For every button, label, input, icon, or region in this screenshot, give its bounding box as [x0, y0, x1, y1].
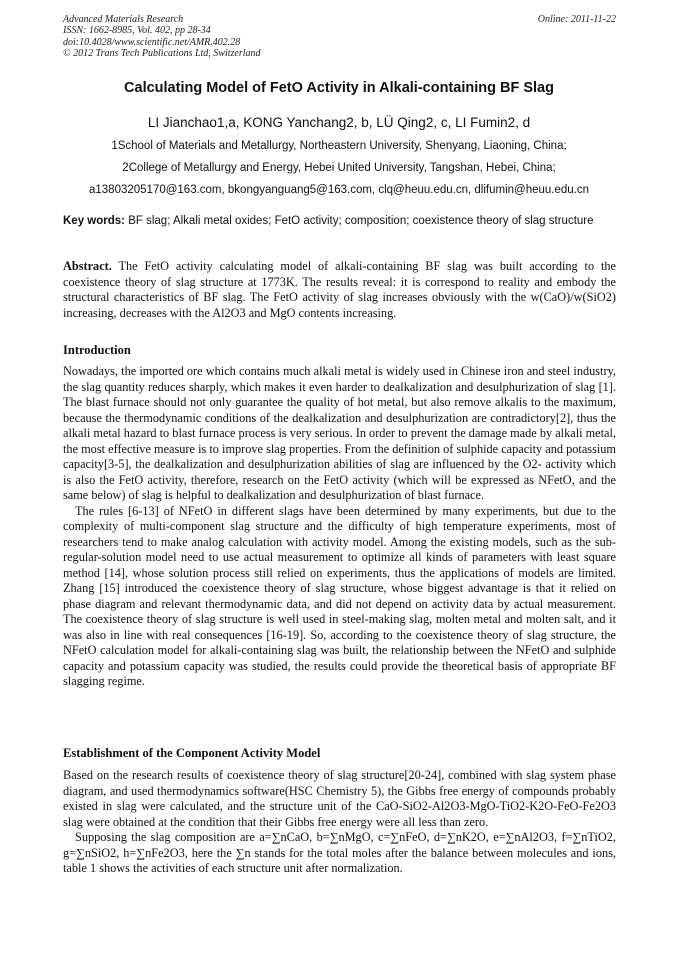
author-list: LI Jianchao1,a, KONG Yanchang2, b, LÜ Qing2, c, LI Fumin2, d: [147, 115, 531, 130]
journal-header: [63, 14, 616, 59]
establishment-paragraph-2: Supposing the slag composition are a=∑nCaO, b=∑nMgO, c=∑nFeO, d=∑nK2O, e=∑nAl2O3, f=∑nTiO2, g=∑nSiO2, h=∑nFe2O3, here the ∑n stands for the total moles after the balance between molecules and ions, table 1 shows the activities of each structure unit after normalization.: [63, 830, 616, 875]
author-emails: a13803205170@163.com, bkongyanguang5@163.com, clq@heuu.edu.cn, dlifumin@heuu.edu.cn: [88, 184, 590, 196]
journal-copyright: © 2012 Trans Tech Publications Ltd, Switzerland: [63, 47, 261, 59]
paper-title: Calculating Model of FetO Activity in Alkali-containing BF Slag: [124, 80, 554, 96]
introduction-body: [63, 364, 616, 690]
abstract: [63, 259, 616, 321]
journal-doi: doi:10.4028/www.scientific.net/AMR.402.28: [63, 36, 241, 48]
establishment-paragraph-1: Based on the research results of coexistence theory of slag structure[20-24], combined with slag system phase diagram, and used thermodynamics software(HSC Chemistry 5), the Gibbs free energy of compounds probably existed in slag were calculated, and the structure unit of the CaO-SiO2-Al2O3-MgO-TiO2-K2O-FeO-Fe2O3 slag were obtained at the condition that their Gibbs free energy were all less than zero.: [63, 768, 616, 829]
keywords-text: BF slag; Alkali metal oxides; FetO activity; composition; coexistence theory of slag structure: [128, 215, 594, 227]
introduction-paragraph-2: The rules [6-13] of NFetO in different slags have been determined by many experiments, but due to the complexity of multi-component slag structure and the difficulty of high temperature experiments, most of researchers tend to make analog calculation with activity model. Among the existing models, such as the sub-regular-solution model need to use actual measurement to optimize all kinds of parameters with least square method [14], whose solution process still relied on experiments, thus the applications of models are limited. Zhang [15] introduced the coexistence theory of slag structure, whose biggest advantage is that it relied on phase diagram and relevant thermodynamic data, and did not depend on activity data by actual measurement. The coexistence theory of slag structure is well used in steel-making slag, molten metal and molten salt, and it was also in line with real consequences [16-19]. So, according to the coexistence theory of slag structure, the NFetO calculation model for alkali-containing slag was built, the relationship between the NFetO and sulphide capacity and potassium capacity was studied, the results could provide the theoretical basis of appropriate BF slagging regime.: [63, 503, 616, 688]
journal-name: Advanced Materials Research: [63, 14, 184, 25]
establishment-heading: Establishment of the Component Activity Model: [63, 746, 321, 760]
introduction-heading: Introduction: [63, 343, 131, 357]
keywords-label: Key words:: [63, 215, 125, 227]
journal-issn: ISSN: 1662-8985, Vol. 402, pp 28-34: [63, 25, 211, 37]
keywords: [63, 214, 616, 229]
establishment-body: [63, 768, 616, 877]
affiliation-2: 2College of Metallurgy and Energy, Hebei United University, Tangshan, Hebei, China;: [122, 162, 556, 174]
abstract-text: The FetO activity calculating model of alkali-containing BF slag was built according to the coexistence theory of slag structure at 1773K. The results reveal: it is correspond to reality and embody the structural characteristics of BF slag. The FetO activity of slag increases obviously with the w(CaO)/w(SiO2) increasing, decreases with the Al2O3 and MgO contents increasing.: [63, 259, 616, 320]
abstract-label: Abstract.: [63, 259, 112, 273]
affiliation-1: 1School of Materials and Metallurgy, Northeastern University, Shenyang, Liaoning, China;: [111, 140, 567, 152]
introduction-paragraph-1: Nowadays, the imported ore which contains much alkali metal is widely used in Chinese iron and steel industry, the slag quantity reduces sharply, which makes it even harder to dealkalization and desulphurization of slag [1]. The blast furnace should not only guarantee the quality of hot metal, but also remove alkalis to the maximum, because the thermodynamic conditions of the dealkalization and desulphurization are contradictory[2], thus the alkali metal hazard to blast furnace process is very serious. In order to prevent the damage made by alkali metal, the most effective measure is to improve slag properties. From the definition of sulphide capacity and potassium capacity[3-5], the dealkalization and desulphurization abilities of slag are influenced by the O2- activity which is also the FetO activity, therefore, research on the FetO activity (which will be expressed as NFetO, and the same below) of slag is helpful to dealkalization and desulphurization of blast furnace.: [63, 364, 616, 502]
online-date: Online: 2011-11-22: [537, 14, 616, 25]
